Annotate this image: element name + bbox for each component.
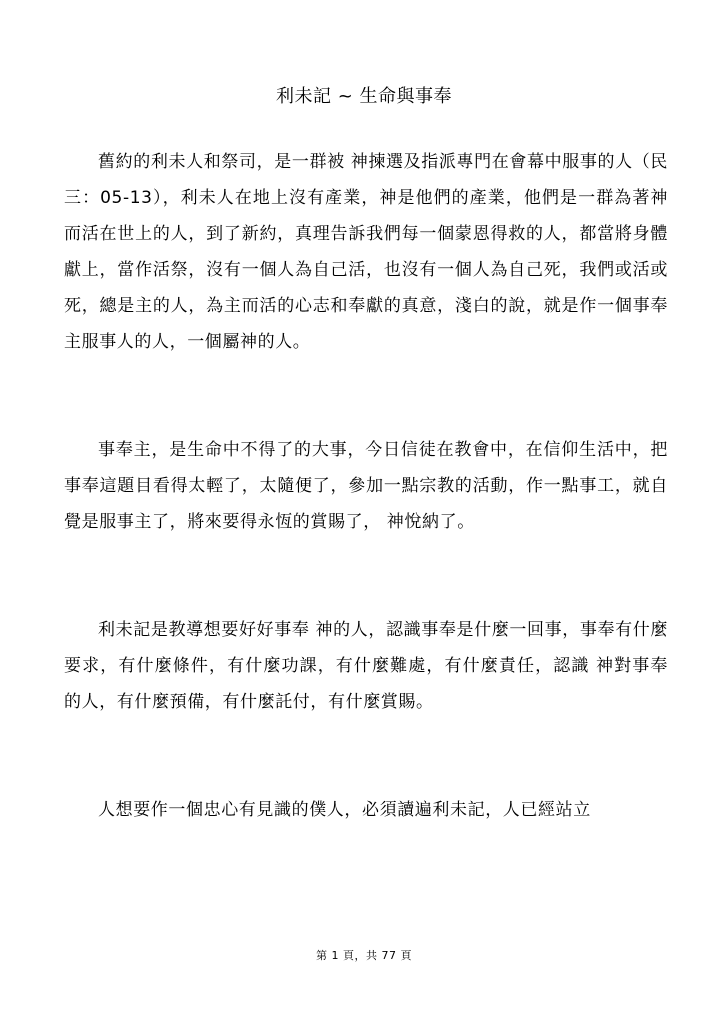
paragraph-3: 利未記是教導想要好好事奉 神的人，認識事奉是什麼一回事，事奉有什麼要求，有什麼條件，有什麼功課，有什麼難處，有什麼責任，認識 神對事奉的人，有什麼預備，有什麼託付，有什麼賞賜。 (64, 620, 668, 712)
paragraph-1: 舊約的利未人和祭司，是一群被 神揀選及指派專門在會幕中服事的人（民三：05-13），利未人在地上沒有產業，神是他們的產業，他們是一群為著神而活在世上的人，到了新約，真理告訴我們每一個蒙恩得救的人，都當將身體獻上，當作活祭，沒有一個人為自己活，也沒有一個人為自己死，我們或活或死，總是主的人，為主而活的心志和奉獻的真意，淺白的說，就是作一個事奉主服事人的人，一個屬神的人。 (64, 152, 668, 352)
paragraph-spacer (64, 360, 668, 432)
paragraph-4: 人想要作一個忠心有見識的僕人，必須讀遍利未記，人已經站立 (98, 800, 591, 820)
paragraph-spacer (64, 720, 668, 792)
page-number-footer: 第 1 頁，共 77 頁 (316, 949, 412, 962)
paragraph-2: 事奉主，是生命中不得了的大事，今日信徒在教會中，在信仰生活中，把事奉這題目看得太輕了，太隨便了，參加一點宗教的活動，作一點事工，就自覺是服事主了，將來要得永恆的賞賜了， 神悅納了。 (64, 440, 668, 532)
page-title: 利未記 ~ 生命與事奉 (275, 86, 453, 107)
document-body (64, 144, 668, 828)
paragraph-spacer (64, 540, 668, 612)
